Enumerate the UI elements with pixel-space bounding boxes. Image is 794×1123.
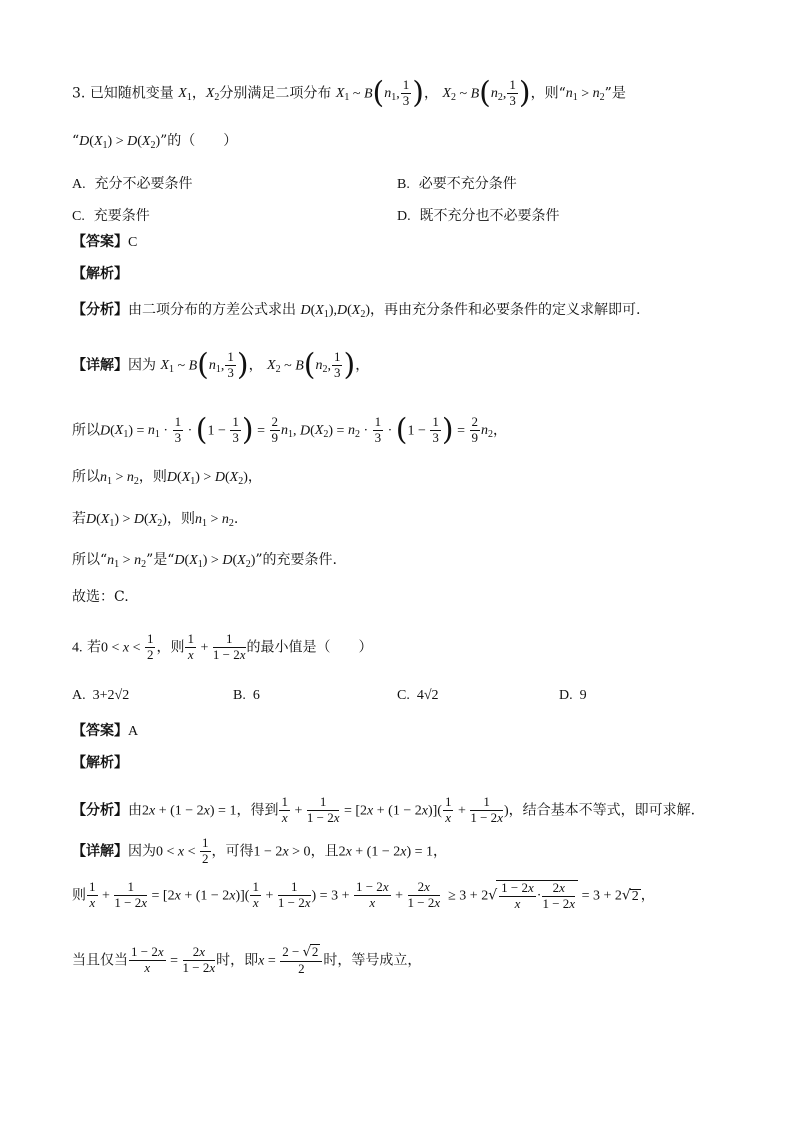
q3-xiangjie: 【详解】因为 $X_1$ ~ $B(n_1$, $\frac{1}{3}$ )， $X_2$ ~ $B(n_2$, $\frac{1}{3}$ )，: [72, 347, 370, 383]
q4-option-d: D. 9: [559, 688, 587, 703]
q3-analysis-heading: 【解析】: [72, 266, 128, 282]
q3-option-d: D. 既不充分也不必要条件: [397, 208, 560, 224]
q3-option-c: C. 充要条件: [72, 208, 150, 224]
q3-implication-2: 若$D(X_1) > D(X_2)$，则$n_1 > n_2$.: [72, 511, 239, 529]
q4-fenxi: 【分析】由2x + (1 − 2x) = 1，得到 $\frac{1}{x}$ + $\frac{1}{1 - 2x}$ = [2x + (1 − 2x)]( $\frac{1}{x}$ + $\frac{1}{1 - 2x}$ )，结合基本不等式，即可求解.: [72, 794, 696, 825]
question-number: 3.: [72, 85, 86, 102]
q3-conclusion: 所以“$n_1 > n_2$”是“$D(X_1) > D(X_2)$”的充要条件.: [72, 552, 337, 570]
q3-option-a: A. 充分不必要条件: [72, 176, 193, 192]
q3-fenxi: 【分析】由二项分布的方差公式求出 $D(X_1),D(X_2)$，再由充分条件和必要条件的定义求解即可.: [72, 302, 641, 320]
q3-answer: 【答案】C: [72, 234, 138, 250]
q3-option-b: B. 必要不充分条件: [397, 176, 517, 192]
q3-final: 故选：C.: [72, 589, 129, 605]
q4-option-a: A. 3+2√2: [72, 688, 130, 703]
q3-stem: 3. 已知随机变量 $X_1$，$X_2$分别满足二项分布 $X_1$ ~ $B(n_1$, $\frac{1}{3}$ )， $X_2$ ~ $B(n_2$, $\frac{1}{3}$ )，则“$n_1 > n_2$”是: [72, 75, 626, 111]
question-number: 4.: [72, 640, 83, 656]
q4-option-c: C. 4√2: [397, 688, 439, 703]
q3-stem-line2: “$D(X_1) > D(X_2)$”的（ ）: [72, 133, 238, 151]
q4-stem: 4. 若0 < x < $\frac{1}{2}$ ，则 $\frac{1}{x}$ + $\frac{1}{1 - 2x}$ 的最小值是（ ）: [72, 631, 373, 662]
q4-answer: 【答案】A: [72, 723, 139, 739]
q4-xiangjie: 【详解】因为0 < x < $\frac{1}{2}$ ，可得1 − 2x > 0，且2x + (1 − 2x) = 1，: [72, 835, 448, 866]
q4-option-b: B. 6: [233, 688, 260, 703]
q4-equality-condition: 当且仅当 $\frac{1 - 2x}{x}$ = $\frac{2x}{1 - 2x}$ 时，即x = $\frac{2 - √2}{2}$ 时，等号成立，: [72, 944, 422, 976]
q3-implication-1: 所以$n_1 > n_2$，则$D(X_1) > D(X_2)$，: [72, 469, 262, 487]
q4-inequality: 则 $\frac{1}{x}$ + $\frac{1}{1 - 2x}$ = [2x + (1 − 2x)]( $\frac{1}{x}$ + $\frac{1}{1 - 2x}$ ) = 3 + $\frac{1 - 2x}{x}$ + $\frac{2x}{1 - 2x}$ ≥ 3 + 2√ $\frac{1 - 2x}{x}$ · $\frac{2x}{1 - 2x}$ = 3 + 2√2 ，: [72, 879, 655, 911]
q4-analysis-heading: 【解析】: [72, 755, 128, 771]
q3-variance-line: 所以$D(X_1) = n_1$ · $\frac{1}{3}$ · (1 − $\frac{1}{3}$ ) = $\frac{2}{9}$ $n_1$, $D(X_2) = n_2$ · $\frac{1}{3}$ · (1 − $\frac{1}{3}$ ) = $\frac{2}{9}$ $n_2$，: [72, 412, 508, 448]
